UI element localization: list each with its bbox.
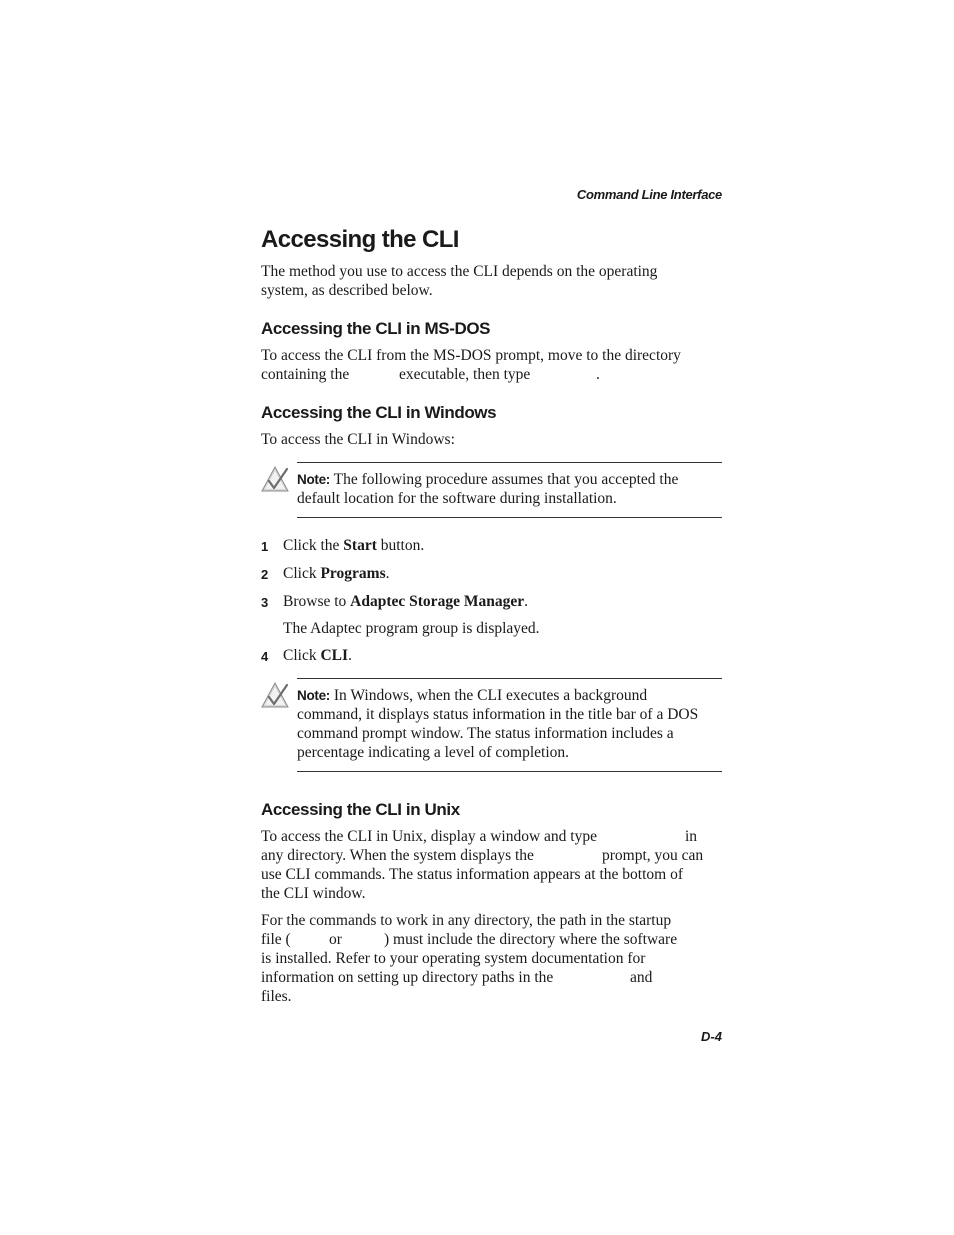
- msdos-paragraph: [261, 346, 723, 384]
- msdos-line-2c: .: [596, 366, 600, 383]
- programs-label: Programs: [320, 565, 386, 582]
- windows-intro: To access the CLI in Windows:: [261, 431, 455, 448]
- intro-line-2: system, as described below.: [261, 282, 433, 299]
- note-box-2: [297, 678, 722, 772]
- page-title: Accessing the CLI: [261, 226, 459, 253]
- step-number: 4: [261, 649, 269, 664]
- unix-paragraph-2: For the commands to work in any directory, the path in the startup file ( or ) must include the directory where the software is installed. Refer to your operating system documentation for information on setting up directory paths in the and files.: [261, 912, 678, 1005]
- unix-paragraph-1: To access the CLI in Unix, display a window and type in any directory. When the system displays the prompt, you can use CLI commands. The status information appears at the bottom of the CLI window.: [261, 828, 704, 902]
- page-number: D-4: [701, 1029, 722, 1044]
- start-label: Start: [343, 537, 377, 554]
- note-box-1: [297, 462, 722, 518]
- note-2-line-4: percentage indicating a level of completion.: [297, 744, 569, 761]
- section-heading-unix: Accessing the CLI in Unix: [261, 800, 460, 819]
- intro-paragraph: [261, 262, 723, 300]
- note-label: Note:: [297, 472, 330, 487]
- step-3-result: The Adaptec program group is displayed.: [283, 620, 540, 637]
- msdos-line-2a: containing the: [261, 366, 350, 383]
- note-pencil-icon: [261, 463, 289, 493]
- running-head: Command Line Interface: [576, 187, 722, 202]
- note-1-line-1: The following procedure assumes that you accepted the: [330, 471, 679, 488]
- note-2-line-3: command prompt window. The status information includes a: [297, 725, 674, 742]
- section-heading-msdos: Accessing the CLI in MS-DOS: [261, 319, 491, 338]
- asm-label: Adaptec Storage Manager: [350, 593, 525, 610]
- note-2-line-1: In Windows, when the CLI executes a background: [330, 687, 648, 704]
- step-number: 2: [261, 567, 269, 582]
- msdos-line-1: To access the CLI from the MS-DOS prompt, move to the directory: [261, 347, 681, 364]
- cli-label: CLI: [320, 647, 349, 664]
- section-heading-windows: Accessing the CLI in Windows: [261, 403, 497, 422]
- step-number: 3: [261, 595, 269, 610]
- intro-line-1: The method you use to access the CLI depends on the operating: [261, 263, 658, 280]
- note-label: Note:: [297, 688, 330, 703]
- note-1-line-2: default location for the software during installation.: [297, 490, 617, 507]
- step-number: 1: [261, 539, 269, 554]
- note-2-line-2: command, it displays status information in the title bar of a DOS: [297, 706, 699, 723]
- msdos-line-2b: executable, then type: [399, 366, 531, 383]
- note-pencil-icon: [261, 679, 289, 709]
